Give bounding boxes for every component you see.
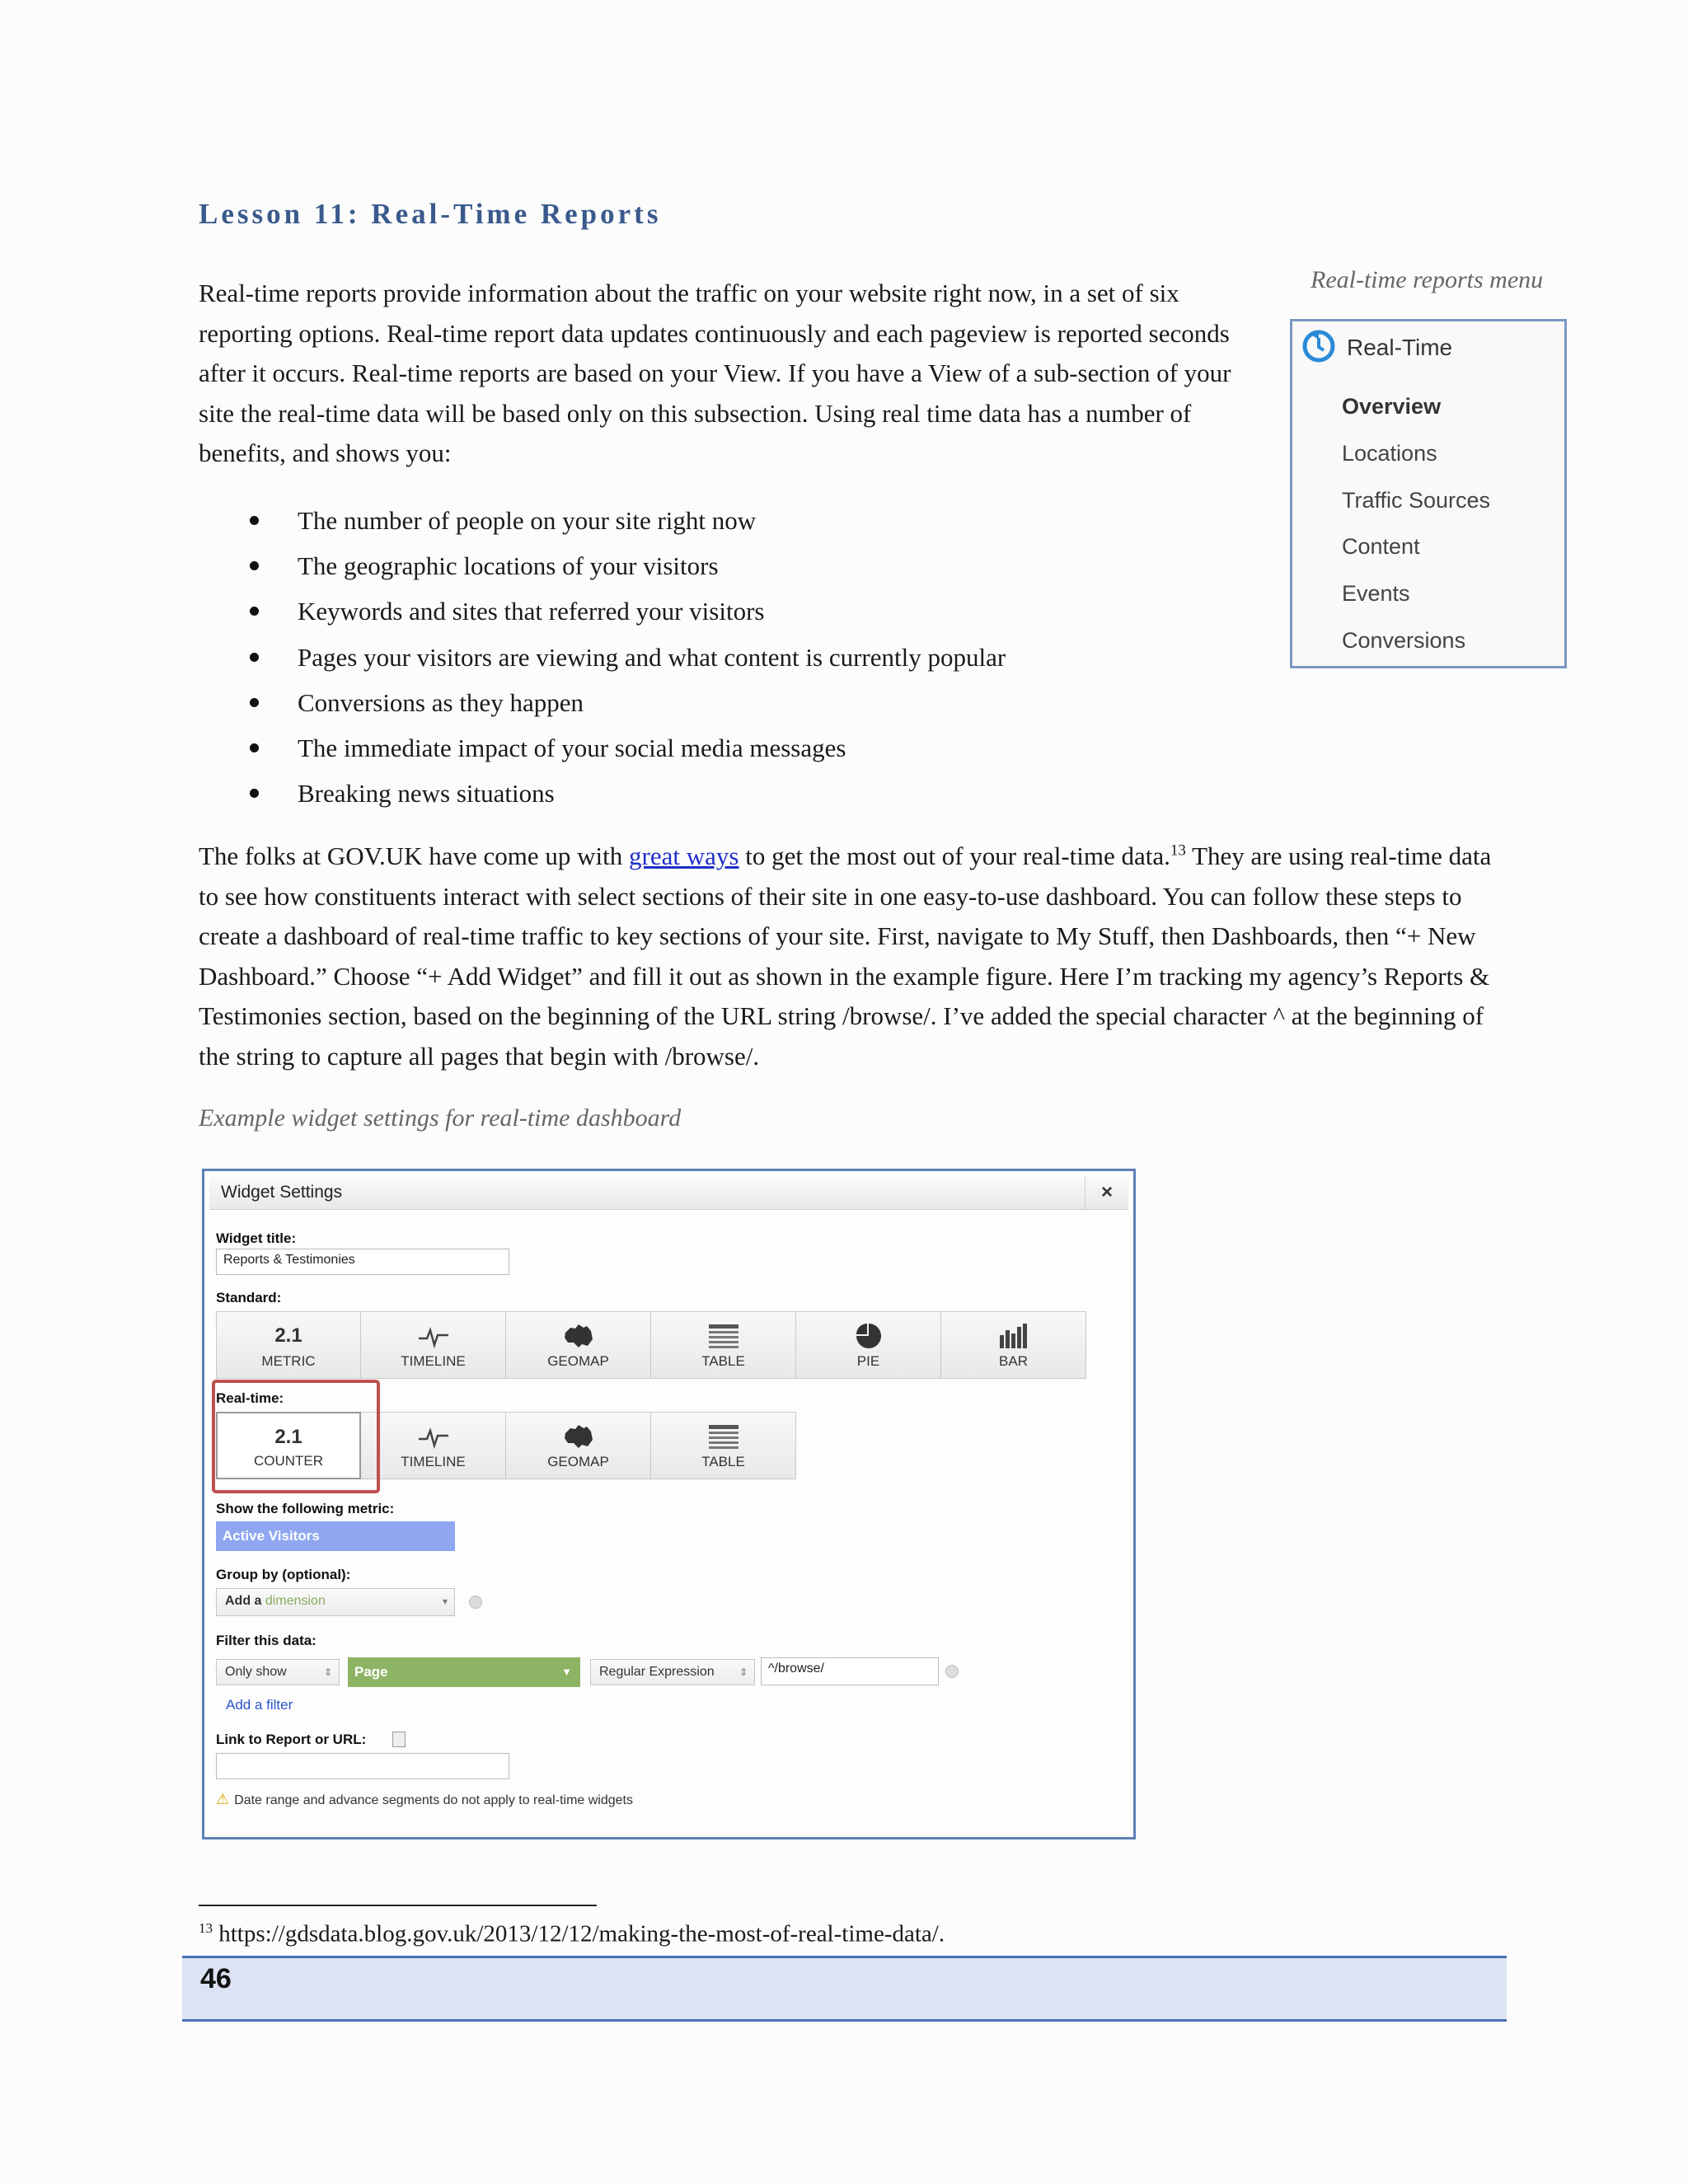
great-ways-link[interactable]: great ways [629, 841, 739, 870]
realtime-menu [1290, 319, 1567, 668]
realtime-label: Real-time: [216, 1390, 284, 1406]
group-label: Group by (optional): [216, 1567, 351, 1582]
tile-rt-table[interactable]: TABLE [651, 1412, 796, 1479]
menu-caption: Real-time reports menu [1311, 266, 1544, 293]
filter-label: Filter this data: [216, 1633, 316, 1648]
realtime-clock-icon [1301, 328, 1337, 368]
updown-arrow-icon: ⇕ [323, 1666, 332, 1678]
filter-value-input[interactable]: ^/browse/ [761, 1657, 939, 1685]
dimension-select[interactable]: Add a dimension ▾ [216, 1588, 455, 1616]
metric-select[interactable]: Active Visitors [216, 1521, 455, 1551]
menu-item-conversions[interactable]: Conversions [1342, 628, 1466, 653]
link-url-input[interactable] [216, 1753, 509, 1779]
list-item: The number of people on your site right now [199, 498, 1006, 543]
menu-item-content[interactable]: Content [1342, 534, 1420, 559]
page-footer-bar [182, 1956, 1507, 2022]
menu-header[interactable] [1301, 330, 1452, 366]
add-filter-link[interactable]: Add a filter [226, 1697, 293, 1713]
geomap-icon [506, 1322, 650, 1350]
tile-geomap[interactable]: GEOMAP [506, 1311, 651, 1379]
dialog-title: Widget Settings [221, 1183, 343, 1202]
table-icon [651, 1322, 795, 1350]
dialog-header [209, 1176, 1128, 1210]
bullet-icon [250, 561, 259, 570]
standard-label: Standard: [216, 1290, 282, 1305]
menu-item-locations[interactable]: Locations [1342, 441, 1437, 466]
counter-highlight [212, 1380, 380, 1493]
tile-rt-geomap[interactable]: GEOMAP [506, 1412, 651, 1479]
table-icon [651, 1422, 795, 1451]
list-item: Conversions as they happen [199, 680, 1006, 725]
list-item: Keywords and sites that referred your visitors [199, 588, 1006, 634]
remove-icon[interactable] [469, 1596, 482, 1609]
lesson-title: Lesson 11: Real-Time Reports [199, 198, 662, 230]
footnote-divider [199, 1905, 597, 1906]
list-item: The geographic locations of your visitors [199, 543, 1006, 588]
bullet-icon [250, 789, 259, 798]
tile-rt-timeline[interactable]: TIMELINE [361, 1412, 506, 1479]
list-item: Breaking news situations [199, 771, 1006, 816]
widget-title-input[interactable]: Reports & Testimonies [216, 1249, 509, 1275]
footnote: $^{13}$ https://gdsdata.blog.gov.uk/2013/12/12/making-the-most-of-real-time-data/. [199, 1920, 945, 1947]
bullet-icon [250, 743, 259, 752]
metric-icon: 2.1 [274, 1324, 302, 1347]
list-item: The immediate impact of your social media messages [199, 725, 1006, 771]
geomap-icon [506, 1422, 650, 1451]
filter-dimension-select[interactable]: Page ▼ [348, 1657, 580, 1687]
link-url-label: Link to Report or URL: [216, 1732, 367, 1747]
chevron-down-icon: ▾ [442, 1596, 448, 1607]
warning-message: ⚠ Date range and advance segments do not apply to real-time widgets [216, 1791, 633, 1807]
bullet-icon [250, 516, 259, 525]
filter-mode-select[interactable]: Only show ⇕ [216, 1659, 340, 1685]
bullet-icon [250, 607, 259, 616]
widget-caption: Example widget settings for real-time dashboard [199, 1104, 682, 1132]
intro-paragraph: Real-time reports provide information about the traffic on your website right now, in a set of six reporting options. Real-time report data updates continuously and each pageview is reported seconds after it occurs. Real-time reports are based on your View. If you have a View of a sub-section of your site the real-time data will be based only on this subsection. Using real time data has a number of benefits, and shows you: [199, 279, 1231, 467]
bar-icon [941, 1322, 1085, 1350]
footnote-ref: 13 [1170, 841, 1186, 860]
benefits-list [199, 498, 1006, 816]
document-icon [392, 1732, 406, 1747]
warning-icon: ⚠ [216, 1791, 230, 1807]
tile-pie[interactable]: PIE [796, 1311, 941, 1379]
counter-icon: 2.1 [274, 1426, 302, 1448]
tile-timeline[interactable]: TIMELINE [361, 1311, 506, 1379]
widget-settings-dialog [202, 1169, 1136, 1840]
remove-icon[interactable] [945, 1665, 959, 1678]
bullet-icon [250, 698, 259, 707]
tile-counter[interactable]: 2.1 COUNTER [216, 1412, 361, 1479]
tile-table[interactable]: TABLE [651, 1311, 796, 1379]
pie-icon [796, 1322, 940, 1350]
chevron-down-icon: ▼ [561, 1666, 572, 1678]
timeline-icon [361, 1422, 505, 1451]
govuk-paragraph: The folks at GOV.UK have come up with great ways to get the most out of your real-time data.$^{13}$ They are using real-time data to see how constituents interact with select sections of their site in one easy-to-use dashboard. You can follow these steps to create a dashboard of real-time traffic to key sections of your site. First, navigate to My Stuff, then Dashboards, then “+ New Dashboard.” Choose “+ Add Widget” and fill it out as shown in the example figure. Here I’m tracking my agency’s Reports & Testimonies section, based on the beginning of the URL string /browse/. I’ve added the special character ^ at the beginning of the string to capture all pages that begin with /browse/. [199, 841, 1492, 1071]
metric-label: Show the following metric: [216, 1501, 395, 1516]
menu-title: Real-Time [1347, 335, 1453, 360]
menu-item-events[interactable]: Events [1342, 581, 1410, 606]
list-item: Pages your visitors are viewing and what content is currently popular [199, 635, 1006, 680]
widget-title-label: Widget title: [216, 1230, 297, 1246]
updown-arrow-icon: ⇕ [738, 1666, 748, 1678]
menu-item-traffic-sources[interactable]: Traffic Sources [1342, 488, 1491, 513]
standard-tiles [216, 1311, 1086, 1379]
page-number: 46 [200, 1963, 232, 1994]
timeline-icon [361, 1322, 505, 1350]
menu-item-overview[interactable]: Overview [1342, 394, 1442, 419]
close-icon[interactable]: × [1085, 1176, 1128, 1209]
tile-metric[interactable]: 2.1 METRIC [216, 1311, 361, 1379]
tile-bar[interactable]: BAR [941, 1311, 1086, 1379]
bullet-icon [250, 653, 259, 662]
filter-match-select[interactable]: Regular Expression ⇕ [590, 1659, 755, 1685]
